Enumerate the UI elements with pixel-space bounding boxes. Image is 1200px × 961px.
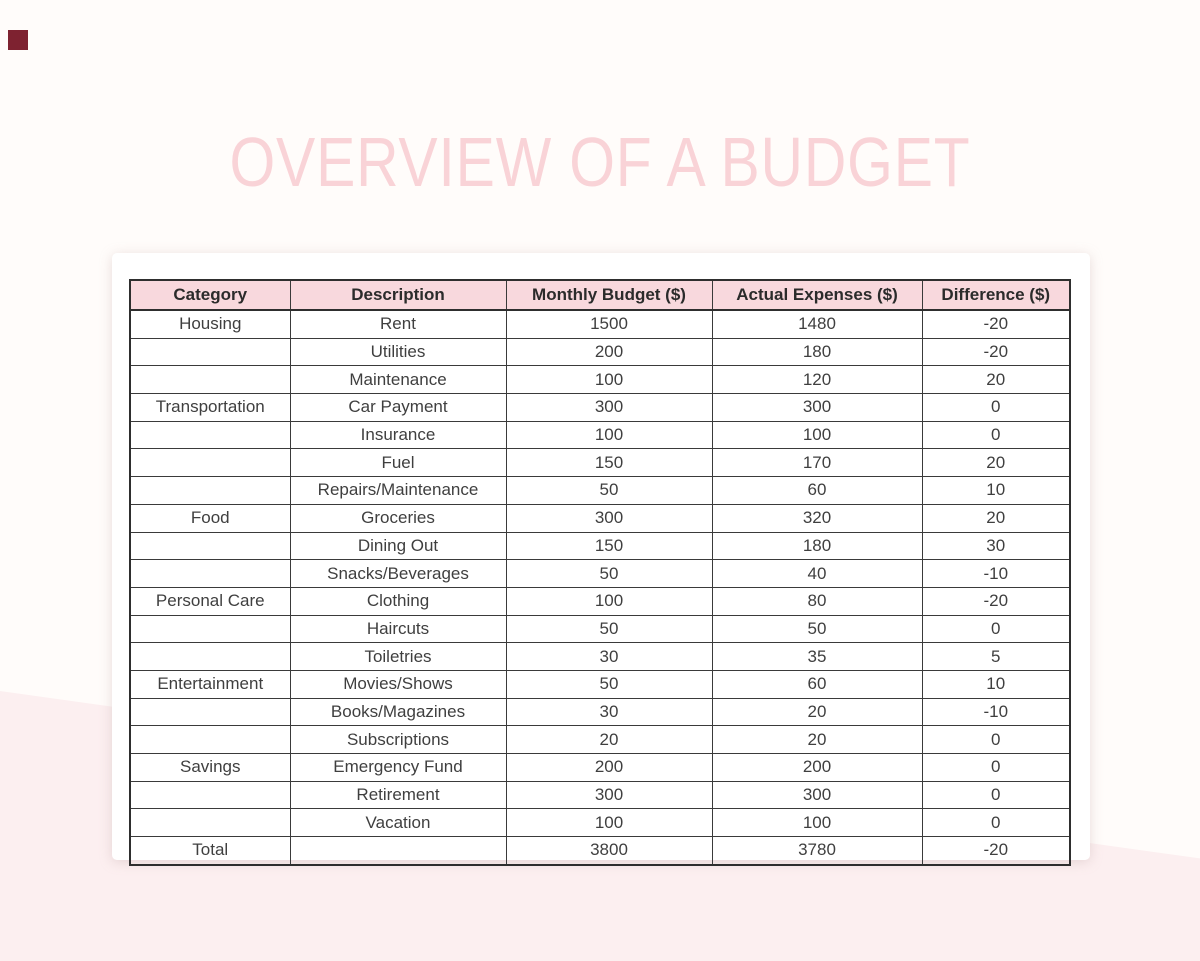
table-cell: 1480 xyxy=(712,310,922,338)
table-row xyxy=(130,421,1070,449)
table-cell: Food xyxy=(130,504,290,532)
table-cell: 10 xyxy=(922,670,1070,698)
table-cell: Books/Magazines xyxy=(290,698,506,726)
table-row xyxy=(130,643,1070,671)
table-cell: 300 xyxy=(506,394,712,422)
table-row xyxy=(130,809,1070,837)
table-cell: 50 xyxy=(712,615,922,643)
table-cell: 30 xyxy=(922,532,1070,560)
table-cell: 20 xyxy=(712,726,922,754)
column-header: Actual Expenses ($) xyxy=(712,280,922,310)
table-cell: 180 xyxy=(712,338,922,366)
table-cell: 150 xyxy=(506,532,712,560)
table-cell: 100 xyxy=(712,421,922,449)
table-cell: 40 xyxy=(712,560,922,588)
column-header: Difference ($) xyxy=(922,280,1070,310)
table-cell: 50 xyxy=(506,560,712,588)
table-cell: Groceries xyxy=(290,504,506,532)
table-cell: 3800 xyxy=(506,837,712,865)
table-cell: -20 xyxy=(922,310,1070,338)
table-cell xyxy=(130,615,290,643)
table-cell: Retirement xyxy=(290,781,506,809)
table-cell: 0 xyxy=(922,781,1070,809)
column-header: Description xyxy=(290,280,506,310)
table-cell: 5 xyxy=(922,643,1070,671)
table-card xyxy=(112,253,1090,860)
table-cell: -20 xyxy=(922,587,1070,615)
table-body xyxy=(130,310,1070,865)
table-cell xyxy=(130,726,290,754)
table-cell: 300 xyxy=(712,781,922,809)
table-cell: 0 xyxy=(922,754,1070,782)
table-cell: Vacation xyxy=(290,809,506,837)
table-cell: 35 xyxy=(712,643,922,671)
table-cell: 100 xyxy=(506,421,712,449)
table-row xyxy=(130,394,1070,422)
table-cell: Emergency Fund xyxy=(290,754,506,782)
table-row xyxy=(130,837,1070,865)
table-cell: 20 xyxy=(922,366,1070,394)
table-cell: 0 xyxy=(922,421,1070,449)
table-cell xyxy=(130,809,290,837)
table-row xyxy=(130,726,1070,754)
table-row xyxy=(130,670,1070,698)
table-cell xyxy=(130,532,290,560)
table-row xyxy=(130,560,1070,588)
table-row xyxy=(130,477,1070,505)
table-cell: 20 xyxy=(712,698,922,726)
page-title: OVERVIEW OF A BUDGET xyxy=(229,123,971,201)
table-cell: -10 xyxy=(922,560,1070,588)
table-cell: Clothing xyxy=(290,587,506,615)
table-cell: 120 xyxy=(712,366,922,394)
table-cell: 3780 xyxy=(712,837,922,865)
table-cell xyxy=(130,366,290,394)
table-cell: 320 xyxy=(712,504,922,532)
table-row xyxy=(130,338,1070,366)
table-cell: 60 xyxy=(712,477,922,505)
table-cell xyxy=(130,643,290,671)
table-cell: Toiletries xyxy=(290,643,506,671)
table-cell: 0 xyxy=(922,615,1070,643)
table-cell: 30 xyxy=(506,643,712,671)
table-cell: 170 xyxy=(712,449,922,477)
table-cell: Haircuts xyxy=(290,615,506,643)
table-cell: 300 xyxy=(506,504,712,532)
table-cell: Insurance xyxy=(290,421,506,449)
table-cell: 20 xyxy=(922,504,1070,532)
table-cell: Movies/Shows xyxy=(290,670,506,698)
table-cell: -10 xyxy=(922,698,1070,726)
table-cell: 200 xyxy=(506,338,712,366)
table-cell: 0 xyxy=(922,726,1070,754)
table-row xyxy=(130,754,1070,782)
table-cell: 20 xyxy=(506,726,712,754)
table-cell: Rent xyxy=(290,310,506,338)
table-cell: 100 xyxy=(506,366,712,394)
table-cell: 180 xyxy=(712,532,922,560)
table-cell: Car Payment xyxy=(290,394,506,422)
table-cell: 100 xyxy=(506,587,712,615)
table-cell xyxy=(130,449,290,477)
table-row xyxy=(130,310,1070,338)
table-row xyxy=(130,698,1070,726)
table-cell: Total xyxy=(130,837,290,865)
table-cell: Subscriptions xyxy=(290,726,506,754)
table-cell: Utilities xyxy=(290,338,506,366)
table-cell xyxy=(130,560,290,588)
table-cell: 20 xyxy=(922,449,1070,477)
table-cell xyxy=(130,477,290,505)
table-row xyxy=(130,449,1070,477)
table-cell: 50 xyxy=(506,615,712,643)
corner-accent-square xyxy=(8,30,28,50)
table-cell: Transportation xyxy=(130,394,290,422)
table-cell: Personal Care xyxy=(130,587,290,615)
table-cell: Fuel xyxy=(290,449,506,477)
table-cell: 30 xyxy=(506,698,712,726)
table-cell: 80 xyxy=(712,587,922,615)
table-cell: 50 xyxy=(506,670,712,698)
table-row xyxy=(130,532,1070,560)
table-cell: 300 xyxy=(712,394,922,422)
header-row xyxy=(130,280,1070,310)
table-cell: 150 xyxy=(506,449,712,477)
table-row xyxy=(130,615,1070,643)
table-cell: Housing xyxy=(130,310,290,338)
budget-table xyxy=(129,279,1071,866)
table-cell: Repairs/Maintenance xyxy=(290,477,506,505)
table-cell: 100 xyxy=(506,809,712,837)
table-row xyxy=(130,587,1070,615)
table-cell: 300 xyxy=(506,781,712,809)
table-cell: Snacks/Beverages xyxy=(290,560,506,588)
table-cell: 60 xyxy=(712,670,922,698)
table-row xyxy=(130,504,1070,532)
column-header: Category xyxy=(130,280,290,310)
column-header: Monthly Budget ($) xyxy=(506,280,712,310)
table-cell: 100 xyxy=(712,809,922,837)
table-cell: 0 xyxy=(922,809,1070,837)
table-cell: -20 xyxy=(922,338,1070,366)
table-cell: 0 xyxy=(922,394,1070,422)
table-cell: 200 xyxy=(506,754,712,782)
table-cell xyxy=(130,698,290,726)
table-cell xyxy=(130,421,290,449)
table-cell xyxy=(130,338,290,366)
table-cell: 50 xyxy=(506,477,712,505)
table-cell: Entertainment xyxy=(130,670,290,698)
table-row xyxy=(130,781,1070,809)
table-cell: Savings xyxy=(130,754,290,782)
table-cell: 1500 xyxy=(506,310,712,338)
table-cell: 10 xyxy=(922,477,1070,505)
table-cell: -20 xyxy=(922,837,1070,865)
table-cell: 200 xyxy=(712,754,922,782)
table-cell: Dining Out xyxy=(290,532,506,560)
table-cell xyxy=(130,781,290,809)
table-cell: Maintenance xyxy=(290,366,506,394)
table-cell xyxy=(290,837,506,865)
table-row xyxy=(130,366,1070,394)
